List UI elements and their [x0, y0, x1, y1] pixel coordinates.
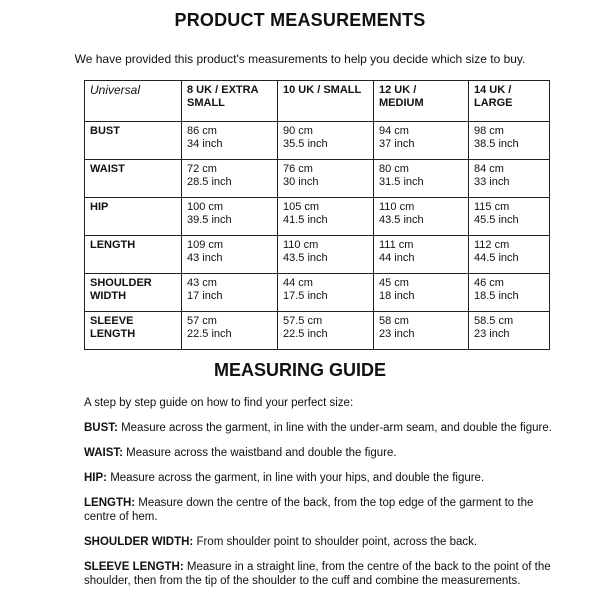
cm-value: 115 cm [474, 201, 510, 213]
guide-item-waist [84, 446, 554, 460]
table-row [85, 160, 550, 198]
cm-value: 86 cm [187, 125, 217, 137]
table-row [85, 236, 550, 274]
table-cell [374, 160, 469, 198]
table-cell [278, 160, 374, 198]
cm-value: 72 cm [187, 163, 217, 175]
cm-value: 58 cm [379, 315, 409, 327]
cm-value: 111 cm [379, 239, 414, 251]
cm-value: 90 cm [283, 125, 313, 137]
cm-value: 98 cm [474, 125, 504, 137]
cm-value: 105 cm [283, 201, 320, 213]
table-cell [182, 312, 278, 350]
header-cell-universal [85, 81, 182, 122]
inch-value: 17.5 inch [283, 290, 328, 302]
guide-term: SHOULDER WIDTH: [84, 536, 194, 548]
inch-value: 45.5 inch [474, 214, 519, 226]
cm-value: 80 cm [379, 163, 409, 175]
inch-value: 30 inch [283, 176, 319, 188]
table-cell [182, 274, 278, 312]
table-cell [469, 122, 550, 160]
table-cell [374, 198, 469, 236]
inch-value: 41.5 inch [283, 214, 328, 226]
cm-value: 43 cm [187, 277, 217, 289]
table-cell [278, 312, 374, 350]
table-cell [469, 236, 550, 274]
guide-text: From shoulder point to shoulder point, across the back. [193, 536, 478, 548]
cm-value: 57.5 cm [283, 315, 323, 327]
inch-value: 44.5 inch [474, 252, 519, 264]
intro-text: We have provided this product's measurements to help you decide which size to buy. [74, 52, 526, 66]
inch-value: 34 inch [187, 138, 223, 150]
guide-intro: A step by step guide on how to find your perfect size: [84, 397, 354, 409]
inch-value: 37 inch [379, 138, 415, 150]
cm-value: 46 cm [474, 277, 504, 289]
guide-text: Measure across the garment, in line with the under-arm seam, and double the figure. [117, 422, 552, 434]
guide-item-length [84, 496, 554, 524]
row-label: HIP [85, 198, 182, 236]
guide-item-bust [84, 421, 554, 435]
cm-value: 84 cm [474, 163, 504, 175]
table-cell [374, 236, 469, 274]
guide-item-hip [84, 471, 554, 485]
guide-term: HIP: [84, 472, 107, 484]
cm-value: 44 cm [283, 277, 313, 289]
table-cell [182, 160, 278, 198]
inch-value: 23 inch [379, 328, 415, 340]
table-row [85, 122, 550, 160]
inch-value: 18.5 inch [474, 290, 519, 302]
table-header-row [85, 81, 550, 122]
guide-text: Measure across the garment, in line with your hips, and double the figure. [107, 472, 485, 484]
table-cell [182, 236, 278, 274]
cm-value: 58.5 cm [474, 315, 514, 327]
inch-value: 28.5 inch [187, 176, 232, 188]
table-cell [278, 236, 374, 274]
guide-text: Measure down the centre of the back, from the top edge of the garment to the centre of hem. [84, 497, 534, 523]
cm-value: 110 cm [283, 239, 319, 251]
inch-value: 18 inch [379, 290, 415, 302]
table-cell [374, 122, 469, 160]
inch-value: 22.5 inch [187, 328, 232, 340]
table-cell [374, 312, 469, 350]
table-cell [469, 274, 550, 312]
inch-value: 44 inch [379, 252, 415, 264]
inch-value: 39.5 inch [187, 214, 232, 226]
cm-value: 109 cm [187, 239, 224, 251]
header-cell-size-10: 10 UK / SMALL [278, 81, 374, 122]
table-row [85, 274, 550, 312]
guide-text: Measure across the waistband and double the figure. [122, 447, 397, 459]
table-cell [469, 198, 550, 236]
cm-value: 94 cm [379, 125, 409, 137]
inch-value: 31.5 inch [379, 176, 424, 188]
row-label: SHOULDER WIDTH [85, 274, 182, 312]
guide-term: LENGTH: [84, 497, 136, 509]
guide-item-shoulder-width [84, 535, 554, 549]
inch-value: 22.5 inch [283, 328, 328, 340]
inch-value: 35.5 inch [283, 138, 328, 150]
row-label: WAIST [85, 160, 182, 198]
header-cell-size-14: 14 UK / LARGE [469, 81, 550, 122]
table-cell [182, 122, 278, 160]
row-label: SLEEVE LENGTH [85, 312, 182, 350]
header-cell-size-12: 12 UK / MEDIUM [374, 81, 469, 122]
inch-value: 38.5 inch [474, 138, 519, 150]
cm-value: 112 cm [474, 239, 510, 251]
guide-title: MEASURING GUIDE [213, 360, 386, 380]
guide-term: BUST: [84, 422, 118, 434]
universal-label: Universal [90, 83, 141, 97]
table-cell [278, 198, 374, 236]
inch-value: 33 inch [474, 176, 510, 188]
cm-value: 45 cm [379, 277, 409, 289]
guide-term: SLEEVE LENGTH: [84, 561, 184, 573]
cm-value: 110 cm [379, 201, 415, 213]
table-cell [469, 312, 550, 350]
cm-value: 57 cm [187, 315, 217, 327]
inch-value: 43.5 inch [283, 252, 328, 264]
table-row [85, 198, 550, 236]
size-table [84, 80, 550, 350]
table-cell [278, 122, 374, 160]
guide-text: Measure in a straight line, from the centre of the back to the point of the shoulder, then from the tip of the shoulder to the cuff and combine the measurements. [84, 561, 551, 587]
inch-value: 17 inch [187, 290, 223, 302]
table-cell [374, 274, 469, 312]
table-cell [278, 274, 374, 312]
table-cell [469, 160, 550, 198]
guide-term: WAIST: [84, 447, 123, 459]
cm-value: 76 cm [283, 163, 313, 175]
page-title: PRODUCT MEASUREMENTS [174, 10, 426, 30]
inch-value: 43 inch [187, 252, 223, 264]
cm-value: 100 cm [187, 201, 224, 213]
inch-value: 43.5 inch [379, 214, 424, 226]
table-cell [182, 198, 278, 236]
inch-value: 23 inch [474, 328, 510, 340]
row-label: LENGTH [85, 236, 182, 274]
row-label: BUST [85, 122, 182, 160]
header-cell-size-8: 8 UK / EXTRA SMALL [182, 81, 278, 122]
table-row [85, 312, 550, 350]
guide-item-sleeve-length [84, 560, 554, 588]
